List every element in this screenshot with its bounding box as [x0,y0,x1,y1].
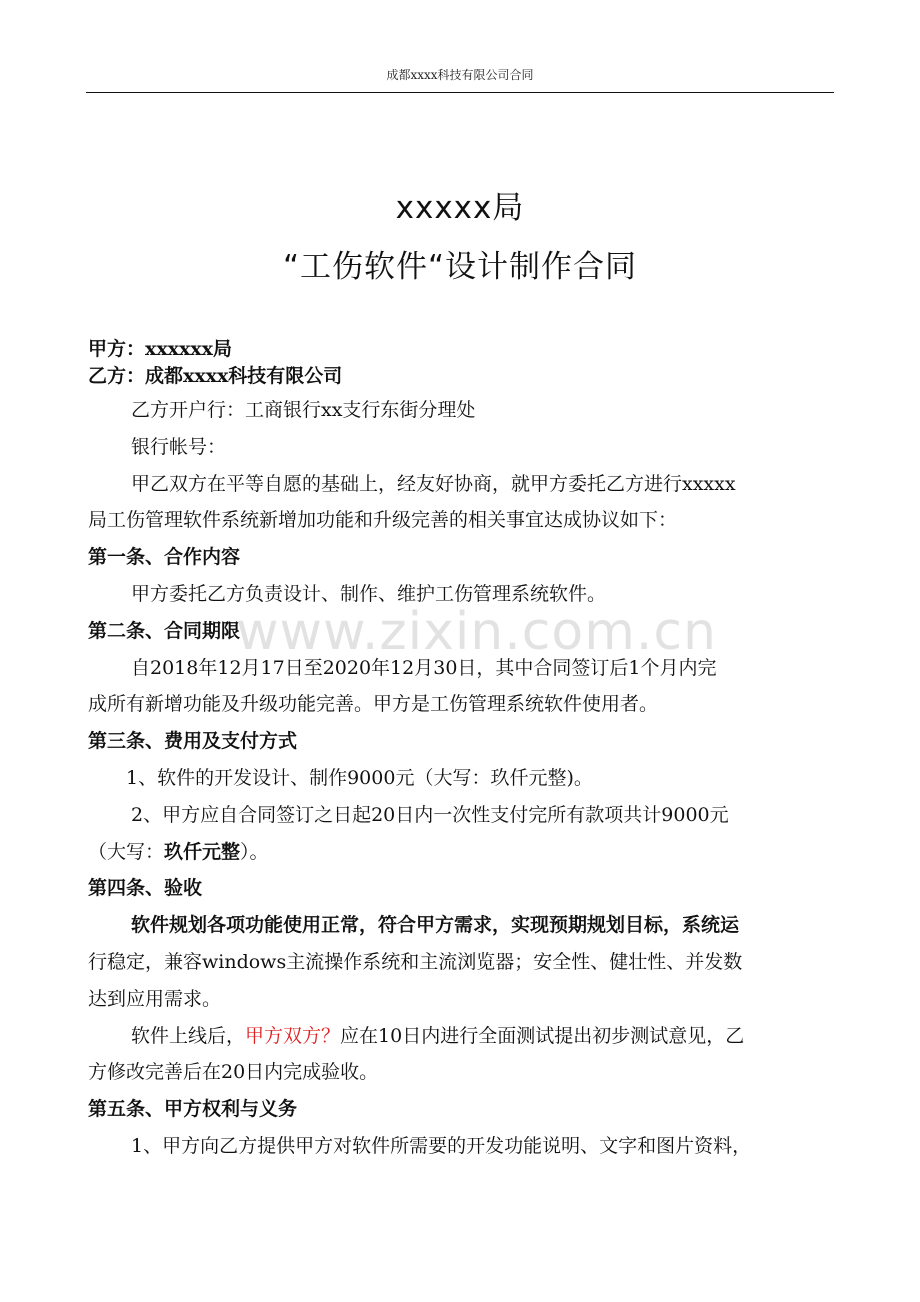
article-4-p1-line-2: 行稳定，兼容windows主流操作系统和主流浏览器；安全性、健壮性、并发数 [88,950,743,973]
watermark: www.zixin.com.cn [236,602,717,662]
bank-info: 乙方开户行：工商银行xx支行东街分理处 [131,399,476,421]
article-2-line-2: 成所有新增功能及升级功能完善。甲方是工伤管理系统软件使用者。 [88,693,659,716]
document-title-line-2: “工伤软件“设计制作合同 [282,249,638,285]
article-4-highlighted-note: 甲方双方？ [245,1024,341,1047]
article-3-heading: 第三条、费用及支付方式 [88,730,298,753]
article-5-heading: 第五条、甲方权利与义务 [88,1098,298,1121]
article-4-p2-prefix: 软件上线后， [131,1024,246,1047]
article-3-item-2-line-2 [88,834,832,871]
article-3-item-2-prefix: （大写： [88,840,165,863]
document-title-line-1: xxxxx局 [395,190,525,226]
account-info: 银行帐号： [131,435,227,458]
article-4-p2-line-2: 方修改完善后在20日内完成验收。 [88,1061,379,1084]
article-2-line-1: 自2018年12月17日至2020年12月30日，其中合同签订后1个月内完 [131,656,717,679]
article-5-item-1: 1、甲方向乙方提供甲方对软件所需要的开发功能说明、文字和图片资料， [131,1134,752,1157]
article-3-item-2-line-1: 2、甲方应自合同签订之日起20日内一次性支付完所有款项共计9000元 [131,803,729,826]
intro-line-2: 局工伤管理软件系统新增加功能和升级完善的相关事宜达成协议如下： [88,509,678,532]
article-4-p1-line-1: 软件规划各项功能使用正常，符合甲方需求，实现预期规划目标，系统运 [131,914,740,937]
article-3-item-1: 1、软件的开发设计、制作9000元（大写：玖仟元整)。 [126,766,593,789]
article-1-heading: 第一条、合作内容 [88,546,241,569]
header-divider [86,92,834,93]
intro-line-1: 甲乙双方在平等自愿的基础上，经友好协商，就甲方委托乙方进行xxxxx [131,472,736,495]
contract-body [88,337,832,1165]
article-4-p2-line-1 [88,1018,832,1055]
party-a: 甲方：xxxxxx局 [88,338,232,360]
party-b: 乙方：成都xxxx科技有限公司 [88,365,343,387]
article-4-p1-line-3: 达到应用需求。 [88,987,222,1010]
page-header: 成都xxxx科技有限公司合同 [386,68,534,82]
article-2-heading: 第二条、合同期限 [88,619,241,642]
article-4-p2-rest: 应在10日内进行全面测试提出初步测试意见，乙 [340,1024,745,1047]
article-4-heading: 第四条、验收 [88,877,203,900]
article-3-item-2-amount: 玖仟元整 [164,840,241,863]
article-1-text: 甲方委托乙方负责设计、制作、维护工伤管理系统软件。 [131,582,607,605]
article-3-item-2-suffix: ）。 [240,840,269,863]
